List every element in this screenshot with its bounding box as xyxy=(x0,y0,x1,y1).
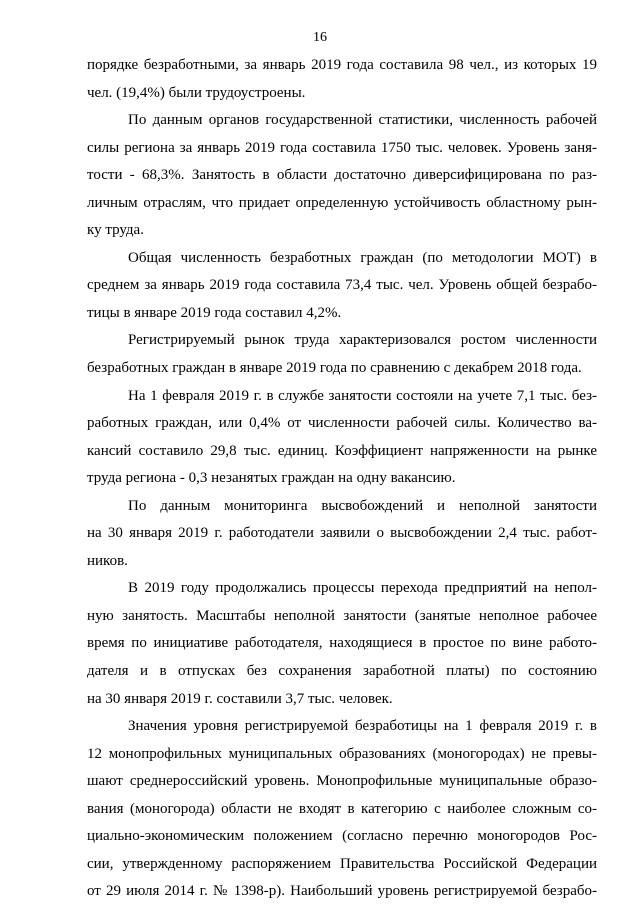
text-line: на 30 января 2019 г. составили 3,7 тыс. человек. xyxy=(87,690,393,707)
text-line: На 1 февраля 2019 г. в службе занятости состояли на учете 7,1 тыс. без- xyxy=(128,387,597,404)
text-line: тости - 68,3%. Занятость в области достаточно диверсифицирована по раз- xyxy=(87,167,597,184)
text-line: Общая численность безработных граждан (по методологии МОТ) в xyxy=(128,249,597,266)
text-line: от 29 июля 2014 г. № 1398-р). Наибольший уровень регистрируемой безрабо- xyxy=(87,883,597,900)
text-line: Регистрируемый рынок труда характеризовался ростом численности xyxy=(128,332,597,349)
text-line: труда региона - 0,3 незанятых граждан на одну вакансию. xyxy=(87,470,456,487)
text-line: порядке безработными, за январь 2019 года составила 98 чел., из которых 19 xyxy=(87,57,597,73)
text-line: личным отраслям, что придает определенную устойчивость областному рын- xyxy=(87,194,597,211)
text-line: чел. (19,4%) были трудоустроены. xyxy=(87,84,306,101)
text-line: ку труда. xyxy=(87,222,144,239)
text-line: В 2019 году продолжались процессы перехода предприятий на непол- xyxy=(128,580,597,597)
text-line: ную занятость. Масштабы неполной занятости (занятые неполное рабочее xyxy=(87,607,597,624)
text-line: ников. xyxy=(87,552,128,569)
text-line: безработных граждан в январе 2019 года по сравнению с декабрем 2018 года. xyxy=(87,360,582,377)
text-line: шают среднероссийский уровень. Монопрофильные муниципальные образо- xyxy=(87,773,597,790)
text-line: 12 монопрофильных муниципальных образованиях (моногородах) не превы- xyxy=(87,745,597,762)
text-line: сии, утвержденному распоряжением Правительства Российской Федерации xyxy=(87,855,597,872)
text-line: вания (моногорода) области не входят в категорию с наиболее сложным со- xyxy=(87,800,597,817)
text-line: дателя и в отпусках без сохранения заработной платы) по состоянию xyxy=(87,663,597,680)
text-line: на 30 января 2019 г. работодатели заявили о высвобождении 2,4 тыс. работ- xyxy=(87,525,597,542)
text-line: кансий составило 29,8 тыс. единиц. Коэффициент напряженности на рынке xyxy=(87,442,597,459)
page-number: 16 xyxy=(313,30,327,45)
text-line: среднем за январь 2019 года составила 73,4 тыс. чел. Уровень общей безрабо- xyxy=(87,277,597,294)
text-line: По данным мониторинга высвобождений и неполной занятости xyxy=(128,497,597,514)
text-line: работных граждан, или 0,4% от численности рабочей силы. Количество ва- xyxy=(87,415,597,432)
text-line: Значения уровня регистрируемой безработицы на 1 февраля 2019 г. в xyxy=(128,718,597,735)
text-line: время по инициативе работодателя, находящиеся в простое по вине работо- xyxy=(87,635,597,652)
text-line: циально-экономическим положением (согласно перечню моногородов Рос- xyxy=(87,828,597,845)
text-line: силы региона за январь 2019 года составила 1750 тыс. человек. Уровень заня- xyxy=(87,139,597,156)
body-text xyxy=(87,52,597,906)
text-line: тицы в январе 2019 года составил 4,2%. xyxy=(87,304,342,321)
text-line: По данным органов государственной статистики, численность рабочей xyxy=(128,112,597,129)
